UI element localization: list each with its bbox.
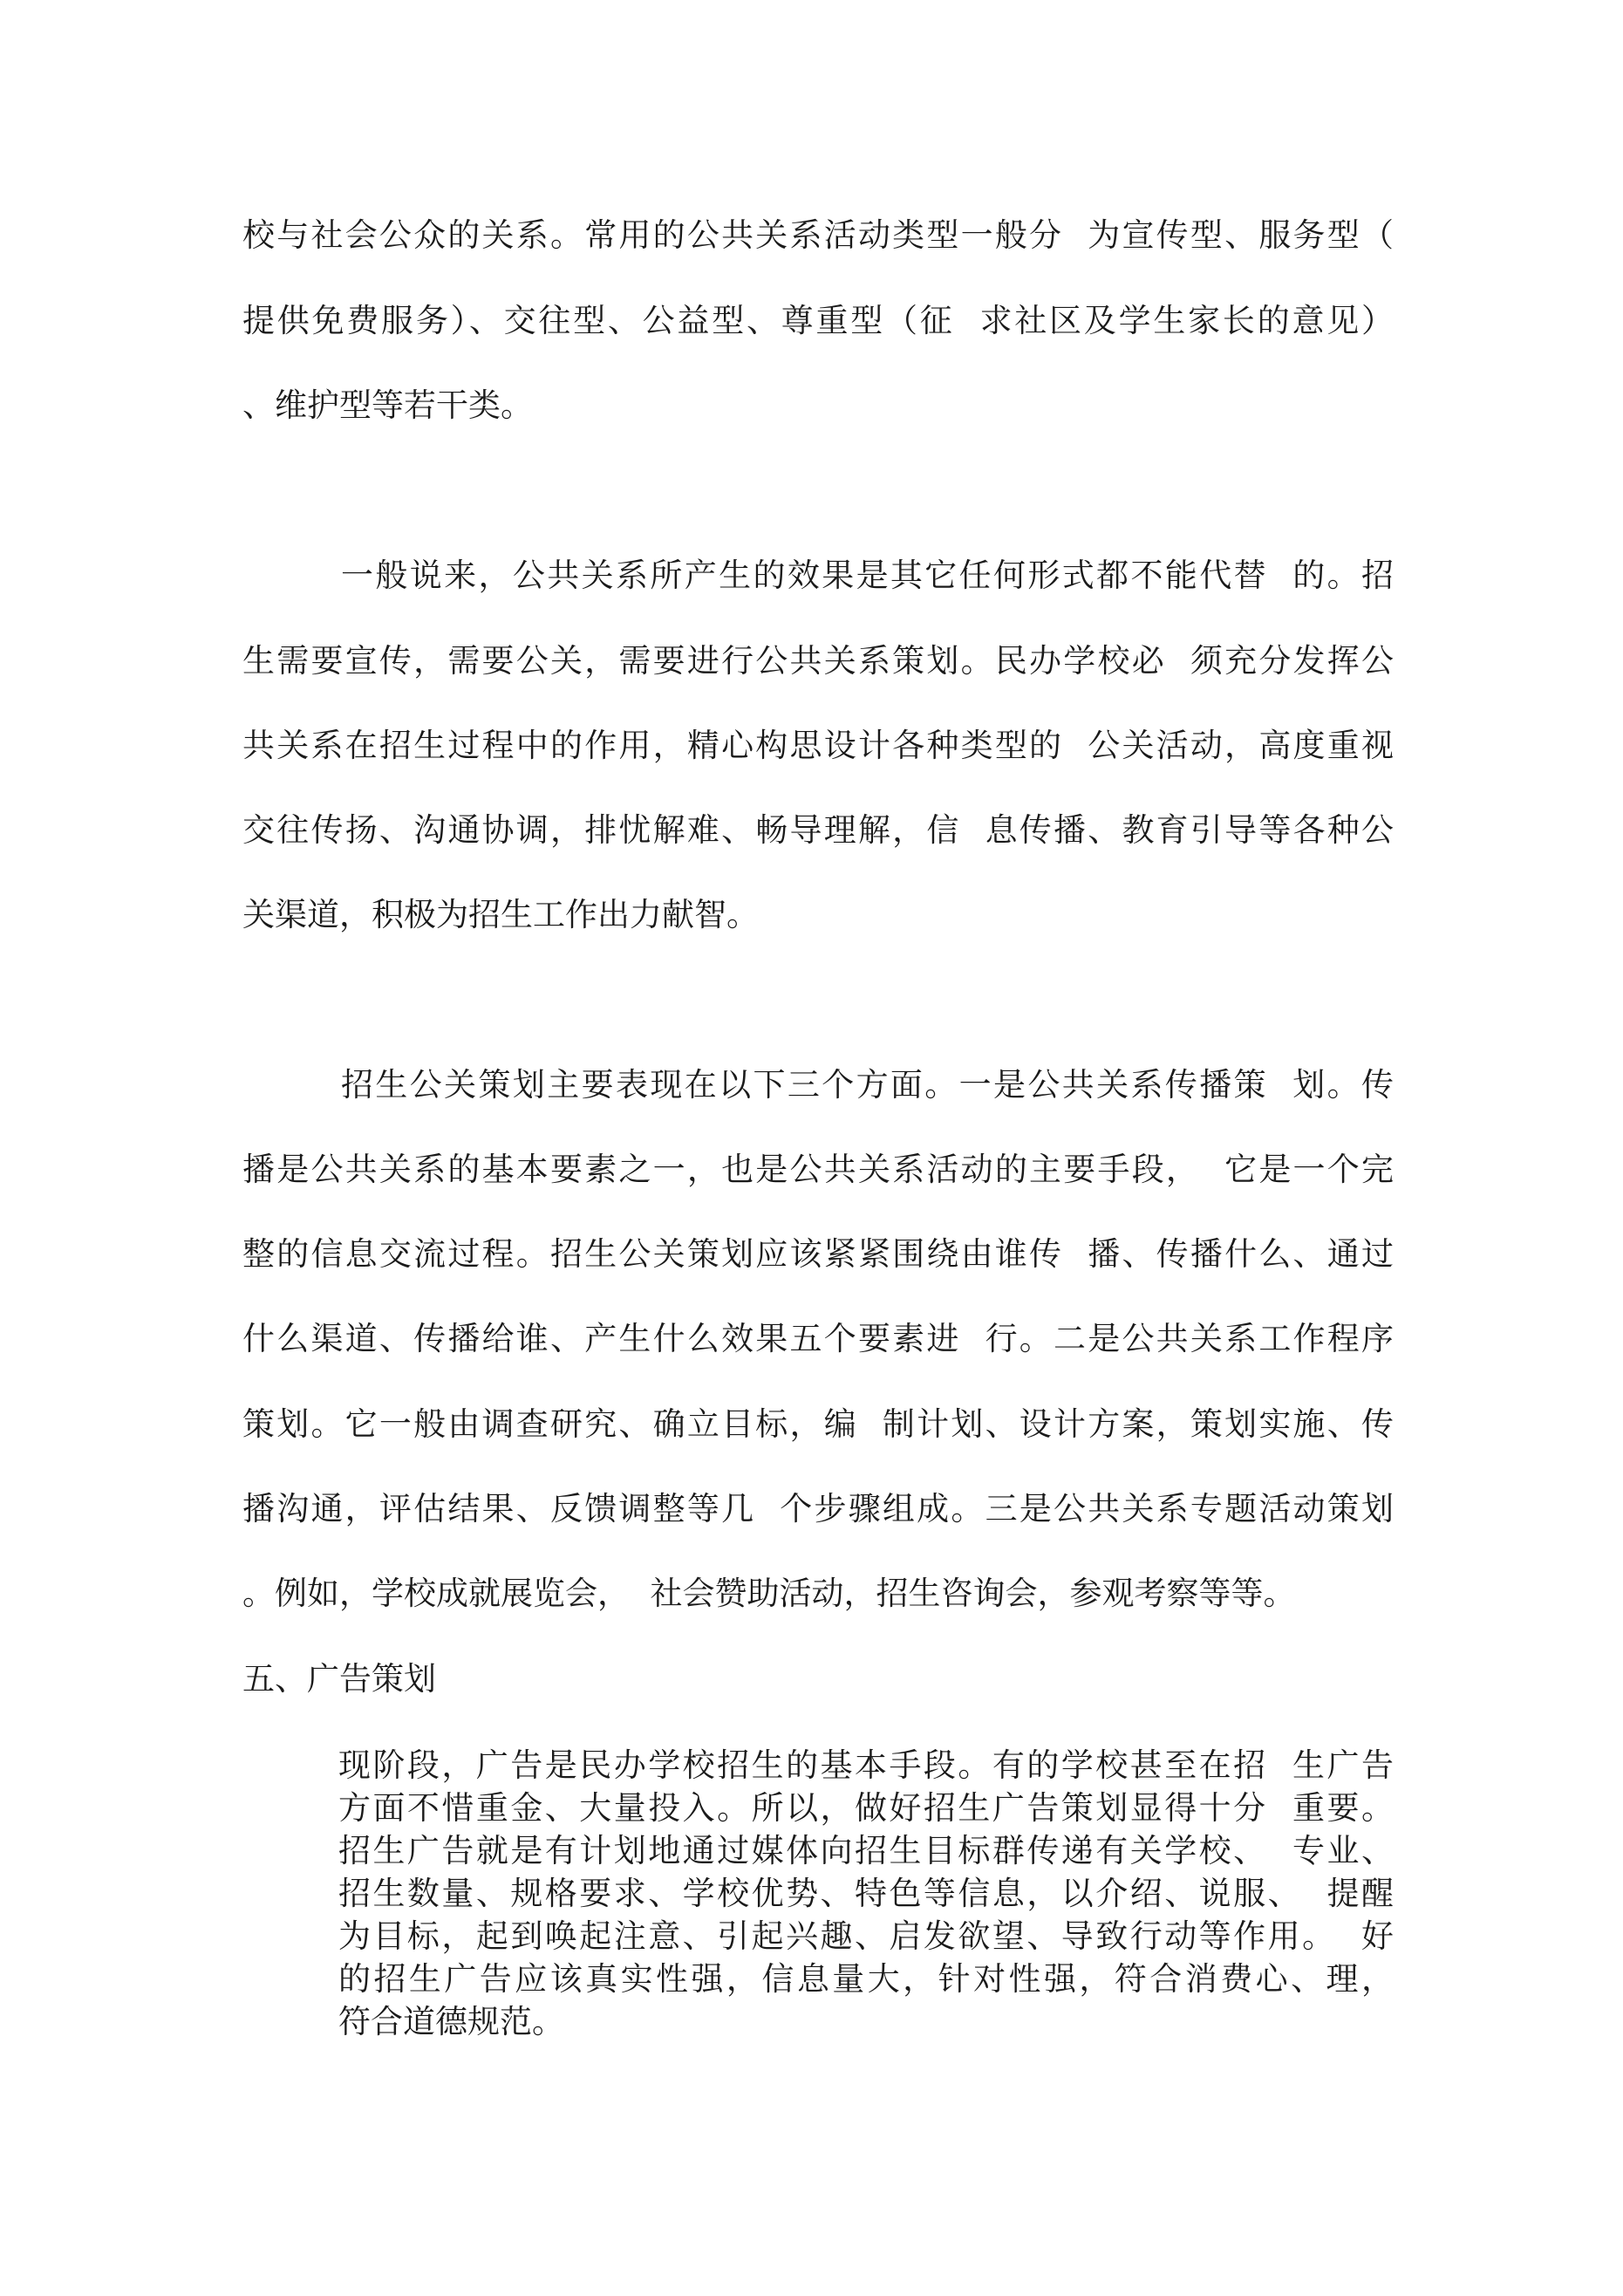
paragraph4-line-2: 方面不惜重金、大量投入。所以，做好招生广告策划显得十分 重要。 bbox=[338, 1789, 1394, 1827]
paragraph4-line-4: 招生数量、规格要求、学校优势、特色等信息，以介绍、说服、 提醒 bbox=[338, 1875, 1394, 1912]
section-heading: 五、广告策划 bbox=[242, 1660, 436, 1698]
paragraph1-line-2: 提供免费服务）、交往型、公益型、尊重型（征 求社区及学生家长的意见） bbox=[242, 302, 1394, 339]
paragraph3-line-4: 什么渠道、传播给谁、产生什么效果五个要素进 行。二是公共关系工作程序 bbox=[242, 1320, 1394, 1357]
paragraph4-line-3: 招生广告就是有计划地通过媒体向招生目标群传递有关学校、 专业、 bbox=[338, 1832, 1394, 1869]
paragraph3-line-5: 策划。它一般由调查研究、确立目标，编 制计划、设计方案，策划实施、传 bbox=[242, 1405, 1394, 1443]
paragraph2-line-1: 一般说来，公共关系所产生的效果是其它任何形式都不能代替 的。招 bbox=[242, 557, 1394, 594]
paragraph2-line-3: 共关系在招生过程中的作用，精心构思设计各种类型的 公关活动，高度重视 bbox=[242, 727, 1394, 764]
paragraph2-line-4: 交往传扬、沟通协调，排忧解难、畅导理解，信 息传播、教育引导等各种公 bbox=[242, 811, 1394, 849]
paragraph2-line-2: 生需要宣传，需要公关，需要进行公共关系策划。民办学校必 须充分发挥公 bbox=[242, 642, 1394, 680]
paragraph4-line-6: 的招生广告应该真实性强，信息量大，针对性强，符合消费心、理， bbox=[338, 1960, 1394, 1998]
paragraph4-line-5: 为目标，起到唤起注意、引起兴趣、启发欲望、导致行动等作用。 好 bbox=[338, 1917, 1394, 1955]
paragraph4-line-1: 现阶段，广告是民办学校招生的基本手段。有的学校甚至在招 生广告 bbox=[338, 1746, 1394, 1784]
paragraph4-line-7: 符合道德规范。 bbox=[338, 2003, 564, 2040]
paragraph3-line-2: 播是公共关系的基本要素之一，也是公共关系活动的主要手段， 它是一个完 bbox=[242, 1151, 1394, 1188]
paragraph3-line-1: 招生公关策划主要表现在以下三个方面。一是公共关系传播策 划。传 bbox=[242, 1066, 1394, 1104]
paragraph3-line-3: 整的信息交流过程。招生公关策划应该紧紧围绕由谁传 播、传播什么、通过 bbox=[242, 1235, 1394, 1273]
paragraph3-line-7: 。例如，学校成就展览会， 社会赞助活动，招生咨询会，参观考察等等。 bbox=[242, 1575, 1296, 1612]
paragraph1-line-3: 、维护型等若干类。 bbox=[242, 386, 533, 424]
paragraph2-line-5: 关渠道，积极为招生工作出力献智。 bbox=[242, 896, 759, 933]
paragraph1-line-1: 校与社会公众的关系。常用的公共关系活动类型一般分 为宣传型、服务型（ bbox=[242, 216, 1394, 254]
paragraph3-line-6: 播沟通，评估结果、反馈调整等几 个步骤组成。三是公共关系专题活动策划 bbox=[242, 1490, 1394, 1527]
